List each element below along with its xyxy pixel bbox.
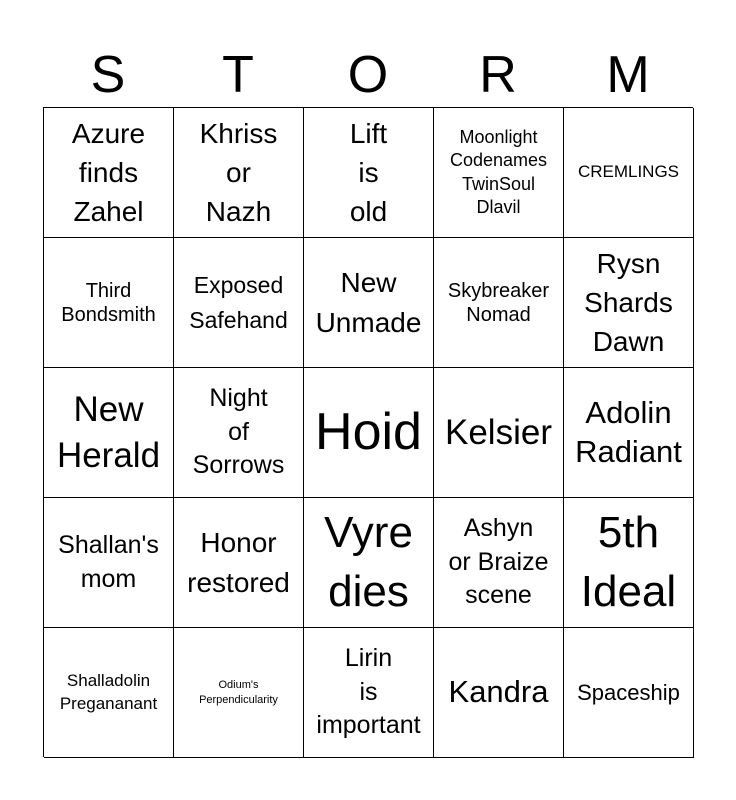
bingo-cell-r3c1[interactable]: New Herald <box>44 368 174 498</box>
header-letter-t: T <box>222 46 254 104</box>
bingo-cell-r1c1[interactable]: Azure finds Zahel <box>44 108 174 238</box>
bingo-grid <box>43 107 693 757</box>
bingo-cell-r2c5[interactable]: Rysn Shards Dawn <box>564 238 694 368</box>
bingo-cell-r5c3[interactable]: Lirin is important <box>304 628 434 758</box>
bingo-cell-r3c5[interactable]: Adolin Radiant <box>564 368 694 498</box>
bingo-cell-r4c3[interactable]: Vyre dies <box>304 498 434 628</box>
bingo-cell-r1c2[interactable]: Khriss or Nazh <box>174 108 304 238</box>
bingo-cell-r4c2[interactable]: Honor restored <box>174 498 304 628</box>
bingo-cell-r2c2[interactable]: Exposed Safehand <box>174 238 304 368</box>
bingo-cell-r2c3[interactable]: New Unmade <box>304 238 434 368</box>
header-letter-r: R <box>479 46 517 104</box>
bingo-cell-r3c4[interactable]: Kelsier <box>434 368 564 498</box>
bingo-cell-r1c5[interactable]: CREMLINGS <box>564 108 694 238</box>
bingo-header <box>43 44 693 106</box>
bingo-cell-r3c3[interactable]: Hoid <box>304 368 434 498</box>
bingo-cell-r1c4[interactable]: Moonlight Codenames TwinSoul Dlavil <box>434 108 564 238</box>
header-letter-o: O <box>347 46 389 104</box>
header-letter-m: M <box>606 46 650 104</box>
bingo-cell-r4c5[interactable]: 5th Ideal <box>564 498 694 628</box>
bingo-cell-r3c2[interactable]: Night of Sorrows <box>174 368 304 498</box>
bingo-cell-r5c1[interactable]: Shalladolin Pregananant <box>44 628 174 758</box>
bingo-cell-r2c1[interactable]: Third Bondsmith <box>44 238 174 368</box>
bingo-cell-r4c4[interactable]: Ashyn or Braize scene <box>434 498 564 628</box>
bingo-cell-r2c4[interactable]: Skybreaker Nomad <box>434 238 564 368</box>
bingo-cell-r5c5[interactable]: Spaceship <box>564 628 694 758</box>
bingo-cell-r1c3[interactable]: Lift is old <box>304 108 434 238</box>
bingo-cell-r5c2[interactable]: Odium's Perpendicularity <box>174 628 304 758</box>
bingo-cell-r5c4[interactable]: Kandra <box>434 628 564 758</box>
header-letter-s: S <box>90 46 126 104</box>
bingo-cell-r4c1[interactable]: Shallan's mom <box>44 498 174 628</box>
